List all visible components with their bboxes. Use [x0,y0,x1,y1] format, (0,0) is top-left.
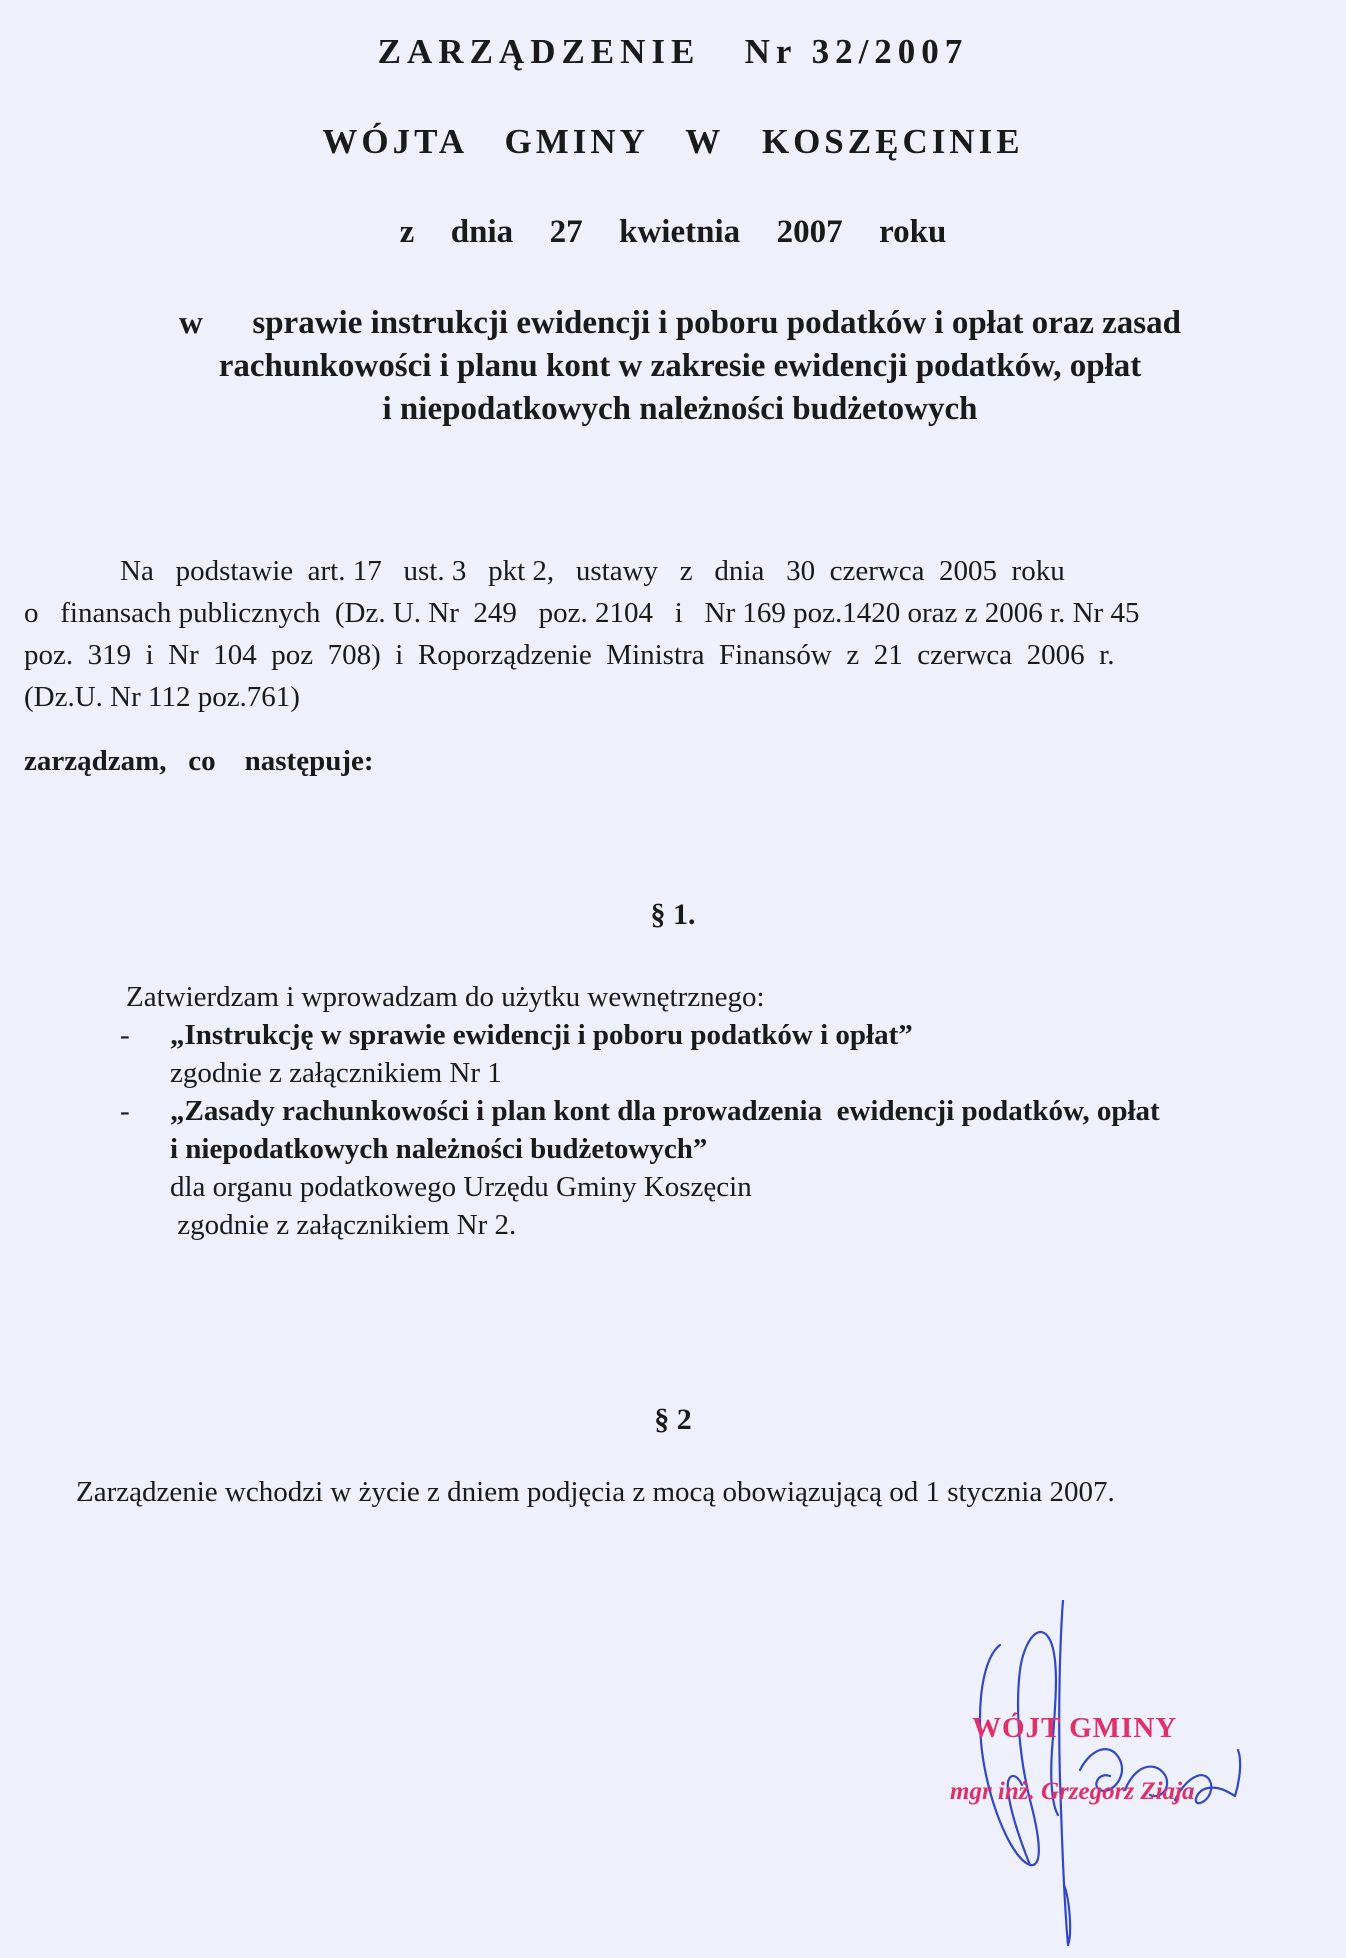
stamp-name: mgr inż. Grzegorz Ziaja [950,1778,1195,1805]
legal-basis-line: o finansach publicznych (Dz. U. Nr 249 poz. 2104 i Nr 169 poz.1420 oraz z 2006 r. Nr 45 [24,597,1140,629]
dash-bullet: - [120,1019,130,1051]
list-item-title: „Instrukcję w sprawie ewidencji i poboru podatków i opłat” [170,1019,913,1051]
legal-basis-line: (Dz.U. Nr 112 poz.761) [24,681,300,713]
list-item-note: dla organu podatkowego Urzędu Gminy Koszęcin [170,1171,752,1203]
list-item [120,1092,1336,1244]
legal-basis-line: poz. 319 i Nr 104 poz 708) i Roporządzenie Ministra Finansów z 21 czerwca 2006 r. [24,639,1115,671]
legal-basis-line: Na podstawie art. 17 ust. 3 pkt 2, ustawy z dnia 30 czerwca 2005 roku [120,555,1065,587]
issuing-authority: WÓJTA GMINY W KOSZĘCINIE [322,122,1024,161]
list-item-note: zgodnie z załącznikiem Nr 2. [170,1209,517,1241]
legal-basis [24,550,1322,718]
section-1-intro: Zatwierdzam i wprowadzam do użytku wewnętrznego: [126,981,765,1013]
document-title: ZARZĄDZENIE Nr 32/2007 [377,32,969,71]
order-phrase: zarządzam, co następuje: [24,745,374,777]
section-1-body [120,978,1336,1244]
dash-bullet: - [120,1095,130,1127]
stamp-title: WÓJT GMINY [972,1712,1178,1744]
subject-line: rachunkowości i planu kont w zakresie ewidencji podatków, opłat [218,348,1142,384]
section-2-mark: § 2 [654,1403,692,1436]
document-date: z dnia 27 kwietnia 2007 roku [399,214,947,250]
list-item [120,1016,1336,1092]
section-2-text: Zarządzenie wchodzi w życie z dniem podjęcia z mocą obowiązującą od 1 stycznia 2007. [76,1476,1115,1508]
document-subject [80,302,1280,431]
list-item-title: i niepodatkowych należności budżetowych” [170,1133,708,1165]
section-1-mark: § 1. [650,898,696,931]
list-item-note: zgodnie z załącznikiem Nr 1 [170,1057,502,1089]
subject-line: i niepodatkowych należności budżetowych [382,391,978,427]
subject-line: w sprawie instrukcji ewidencji i poboru podatków i opłat oraz zasad [179,305,1181,341]
list-item-title: „Zasady rachunkowości i plan kont dla prowadzenia ewidencji podatków, opłat [170,1095,1160,1127]
handwritten-signature-icon [960,1600,1250,1950]
